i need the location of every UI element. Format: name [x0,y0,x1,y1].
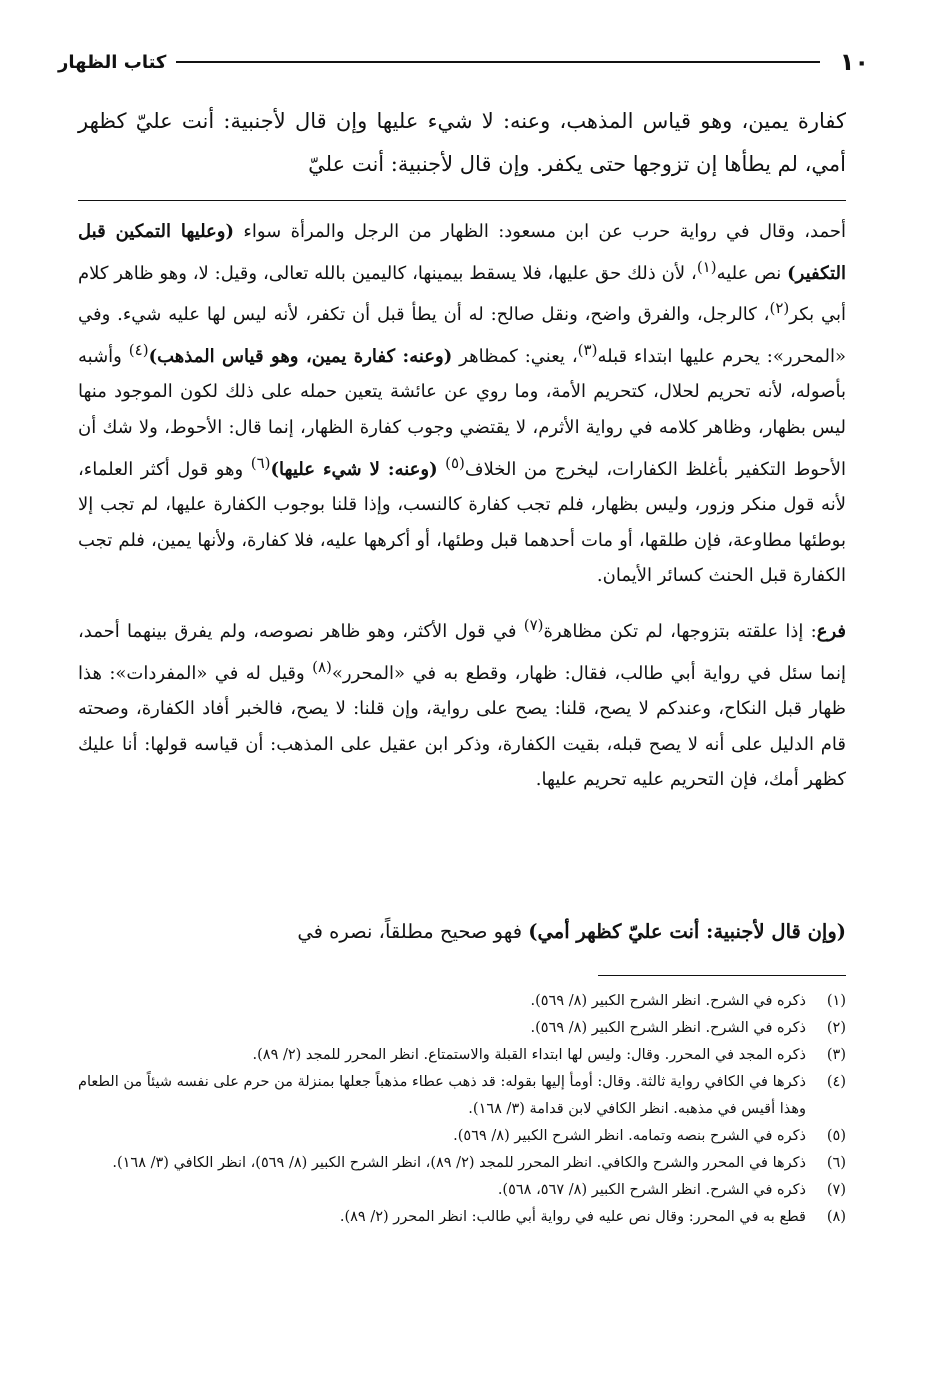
footnote-item [78,1042,846,1069]
footnote-ref: (٦) [250,453,271,472]
footnote-text: ذكرها في المحرر والشرح والكافي. انظر المحرر للمجد (٢/ ٨٩)، انظر الشرح الكبير (٨/ ٥٦٩)، انظر الكافي (٣/ ١٦٨). [112,1155,806,1171]
page-header [58,44,869,80]
footnote-ref: (٧) [523,615,544,634]
footnote-item [78,1123,846,1150]
main-text: كفارة يمين، وهو قياس المذهب، وعنه: لا شيء عليها وإن قال لأجنبية: أنت عليّ كظهر أمي، لم يطأها إن تزوجها حتى يكفر. وإن قال لأجنبية: أنت عليّ [78,109,846,176]
footnote-ref: (٥) [445,453,465,472]
commentary-text: وهو قول أكثر العلماء، لأنه قول منكر وزور، وليس بظهار، فلم تجب كفارة كالنسب، وإذا قلنا بوجوب الكفارة عليها، لم تجب إلا بوطئها مطاوعة، فإن طلقها، أو مات أحدهما قبل وطئها، أو أكرهها عليه، فلا كفارة، ولأنها يمين، فلم تجب الكفارة قبل الحنث كسائر الأيمان. [78,458,846,587]
footnote-text: ذكره في الشرح بنصه وتمامه. انظر الشرح الكبير (٨/ ٥٦٩). [453,1128,806,1144]
footnote-text: قطع به في المحرر: وقال نص عليه في رواية أبي طالب: انظر المحرر (٢/ ٨٩). [339,1209,806,1225]
bold-quote: (وعنه: لا شيء عليها) [270,458,438,480]
commentary-text: نص عليه [716,262,788,284]
footnote-number: (٨) [826,1209,846,1225]
footnote-item [78,1150,846,1177]
commentary-text: ، يعني: كمظاهر [452,345,578,367]
footnote-item [78,1204,846,1231]
footnote-number: (٥) [826,1128,846,1144]
footnote-number: (٦) [826,1155,846,1171]
footnote-number: (٤) [826,1074,846,1090]
footnote-ref: (١) [696,257,717,276]
footnote-text: ذكره في الشرح. انظر الشرح الكبير (٨/ ٥٦٩). [530,1020,806,1036]
footnote-ref: (٢) [769,299,790,318]
footnote-number: (١) [826,993,846,1009]
quoted-matn: (وإن قال لأجنبية: أنت عليّ كظهر أمي) [528,920,846,943]
commentary-text [438,459,446,480]
continuation-text: فهو صحيح مطلقاً، نصره في [297,920,529,943]
commentary-paragraph-1 [78,214,846,594]
commentary-text: وقيل له في «المفردات»: هذا ظهار قبل النكاح، وعندكم لا يصح، قلنا: يصح على رواية، وإن قلنا: لا يصح، فالخبر أفاد الكفارة، وصحته قام الدليل على أنه لا يصح قبله، بقيت الكفارة، وذكر ابن عقيل على المذهب: أن قياسه قولها: أنا عليك كظهر أمك، فإن التحريم عليه تحريم عليها. [78,662,846,791]
commentary-text: وأشبه بأصوله، لأنه تحريم لحلال، كتحريم الأمة، وما روي عن عائشة يتعين حمله على ذلك لكون الموجود منها ليس بظهار، وظاهر كلامه في رواية الأثرم، لا يقتضي وجوب كفارة الظهار، إنما قال: الأحوط، ولا شك أن الأحوط التكفير بأغلظ الكفارات، ليخرج من الخلاف [78,345,846,480]
footnote-ref: (٨) [312,657,332,676]
footnote-text: ذكره في الشرح. انظر الشرح الكبير (٨/ ٥٦٧، ٥٦٨). [497,1182,806,1198]
footnote-item [78,988,846,1015]
commentary-text: : إذا علقته بتزوجها، لم تكن مظاهرة [543,620,817,642]
commentary-text: أحمد، وقال في رواية حرب عن ابن مسعود: الظهار من الرجل والمرأة سواء [234,221,846,242]
text-separator [78,200,846,201]
commentary [78,214,846,798]
footnote-number: (٢) [826,1020,846,1036]
header-rule [176,61,819,63]
footnote-text: ذكرها في الكافي رواية ثالثة. وقال: أومأ إليها بقوله: قد ذهب عطاء مذهباً جعلها بمنزلة من حرم على نفسه شيئاً من الطعام وهذا أقيس في مذهبه. انظر الكافي لابن قدامة (٣/ ١٦٨). [78,1074,806,1117]
footnote-ref: (٣) [577,340,598,359]
footnotes [78,988,846,1231]
footnote-item [78,1177,846,1204]
footnote-item [78,1015,846,1042]
commentary-paragraph-2 [78,608,846,798]
bold-quote: (وعنه: كفارة يمين، وهو قياس المذهب) [148,345,453,367]
running-title: كتاب الظهار [58,51,167,73]
footnote-text: ذكره في الشرح. انظر الشرح الكبير (٨/ ٥٦٩). [530,993,806,1009]
main-text-continuation [78,912,846,952]
bold-quote: (وعليها التمكين قبل التكفير) [78,221,846,284]
footnote-number: (٧) [826,1182,846,1198]
footnote-ref: (٤) [128,340,149,359]
footnote-separator [598,975,846,976]
commentary-text: في قول الأكثر، وهو ظاهر نصوصه، ولم يفرق بينهما أحمد، إنما سئل في رواية أبي طالب، فقال: ظهار، وقطع به في «المحرر» [78,620,846,684]
commentary-text: ، كالرجل، والفرق واضح، ونقل صالح: له أن يطأ قبل أن تكفر، لأنه ليس لها عليه شيء. وفي «المحرر»: يحرم عليها ابتداء قبله [78,304,846,367]
footnote-text: ذكره المجد في المحرر. وقال: وليس لها ابتداء القبلة والاستمتاع. انظر المحرر للمجد (٢/ ٨٩). [252,1047,806,1063]
footnote-item [78,1069,846,1123]
footnote-number: (٣) [826,1047,846,1063]
bold-quote: فرع [816,620,846,642]
commentary-text: ، لأن ذلك حق عليها، فلا يسقط بيمينها، كاليمين بالله تعالى، وقيل: لا، وهو ظاهر كلام أبي بكر [78,262,846,326]
page-number: ١٠ [839,48,869,76]
